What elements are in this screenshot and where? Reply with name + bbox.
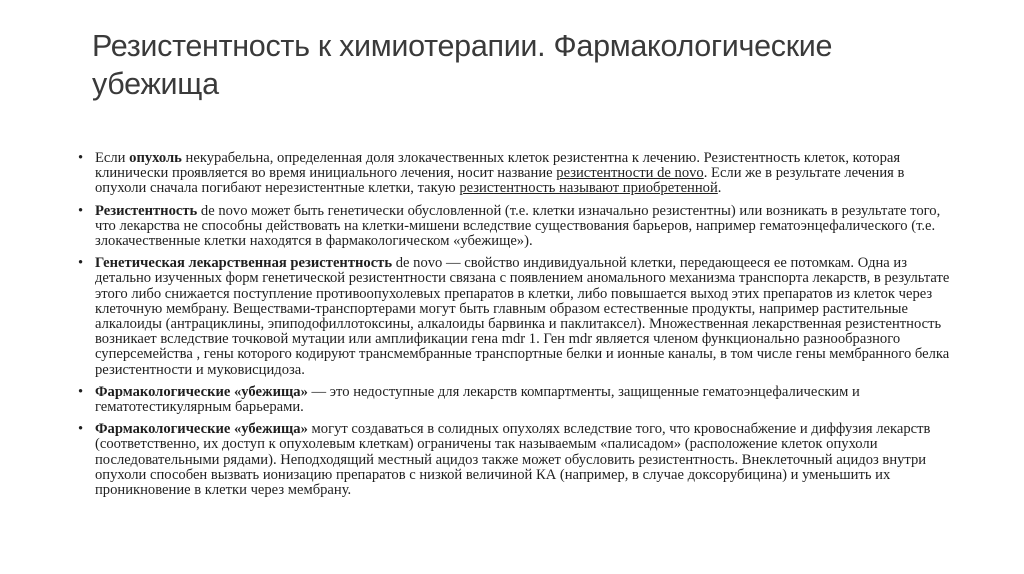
- bullet-marker: •: [78, 150, 84, 166]
- bullet-text: [95, 204, 958, 250]
- text-run: de novo может быть генетически обусловленной (т.е. клетки изначально резистентны) или возникать в результате того, что лекарства не способны действовать на клетки-мишени вследствие существования барьеров, например гематоэнцефалического (т.е. злокачественные клетки находятся в фармакологическом «убежище»).: [95, 202, 941, 250]
- bullet-marker: •: [78, 202, 84, 219]
- bold-term: Фармакологические «убежища»: [95, 421, 308, 438]
- bold-term: опухоль: [129, 150, 182, 166]
- underlined-term: резистентности de novo: [556, 165, 704, 182]
- underlined-term: резистентность называют приобретенной: [459, 180, 718, 197]
- bullet-marker: •: [78, 383, 84, 400]
- bullet-text: [95, 385, 958, 415]
- slide-title: Резистентность к химиотерапии. Фармакологические убежища: [92, 29, 833, 101]
- bullet-item: [78, 256, 958, 378]
- bullet-item: [78, 204, 958, 250]
- bullet-text: [95, 422, 958, 498]
- text-run: Если: [95, 150, 130, 166]
- bold-term: Резистентность: [95, 202, 198, 219]
- bullet-text: [95, 256, 958, 378]
- bullet-item: [78, 422, 958, 498]
- bold-term: Генетическая лекарственная резистентность: [95, 255, 393, 272]
- text-run: — это недоступные для лекарств компартменты, защищенные гематоэнцефалическим и гематотестикулярным барьерами.: [95, 383, 860, 416]
- bullet-list: [78, 151, 958, 505]
- text-run: могут создаваться в солидных опухолях вследствие того, что кровоснабжение и диффузия лекарств (соответственно, их доступ к опухолевым клеткам) ограничены так называемым «палисадом» (расположение клеток опухоли последовательными рядами). Неподходящий местный ацидоз также может обусловить резистентность. Внеклеточный ацидоз внутри опухоли способен вызвать ионизацию препаратов с низкой величиной КА (например, в случае доксорубицина) и уменьшить их проникновение в клетки через мембрану.: [95, 421, 931, 499]
- text-run: de novo — свойство индивидуальной клетки, передающееся ее потомкам. Одна из детально изученных форм генетической резистентности связана с появлением аномального механизма транспорта лекарств, в результате этого либо снижается поступление противоопухолевых препаратов в клетки, либо повышается выход этих препаратов из клеток через клеточную мембрану. Веществами-транспортерами могут быть главным образом естественные продукты, например растительные алкалоиды (антрациклины, эпиподофиллотоксины, алкалоиды барвинка и паклитаксел). Множественная лекарственная резистентность возникает вследствие точковой мутации или амплификации гена mdr 1. Ген mdr является членом функционально разнообразного суперсемейства , гены которого кодируют трансмембранные транспортные белки и ионные каналы, в том числе гены мембранного белка резистентности и муковисцидоза.: [95, 255, 950, 378]
- bullet-item: [78, 385, 958, 415]
- text-run: .: [717, 180, 722, 197]
- bold-term: Фармакологические «убежища»: [95, 383, 308, 400]
- bullet-item: [78, 151, 958, 197]
- bullet-text: [95, 151, 958, 197]
- bullet-marker: •: [78, 255, 84, 272]
- text-run: некурабельна, определенная доля злокачественных клеток резистентна к лечению. Резистентность клеток, которая клинически проявляется во время инициального лечения, носит название: [95, 150, 901, 182]
- bullet-marker: •: [78, 421, 84, 438]
- text-run: . Если же в результате лечения в опухоли сначала погибают нерезистентные клетки, такую: [95, 165, 905, 197]
